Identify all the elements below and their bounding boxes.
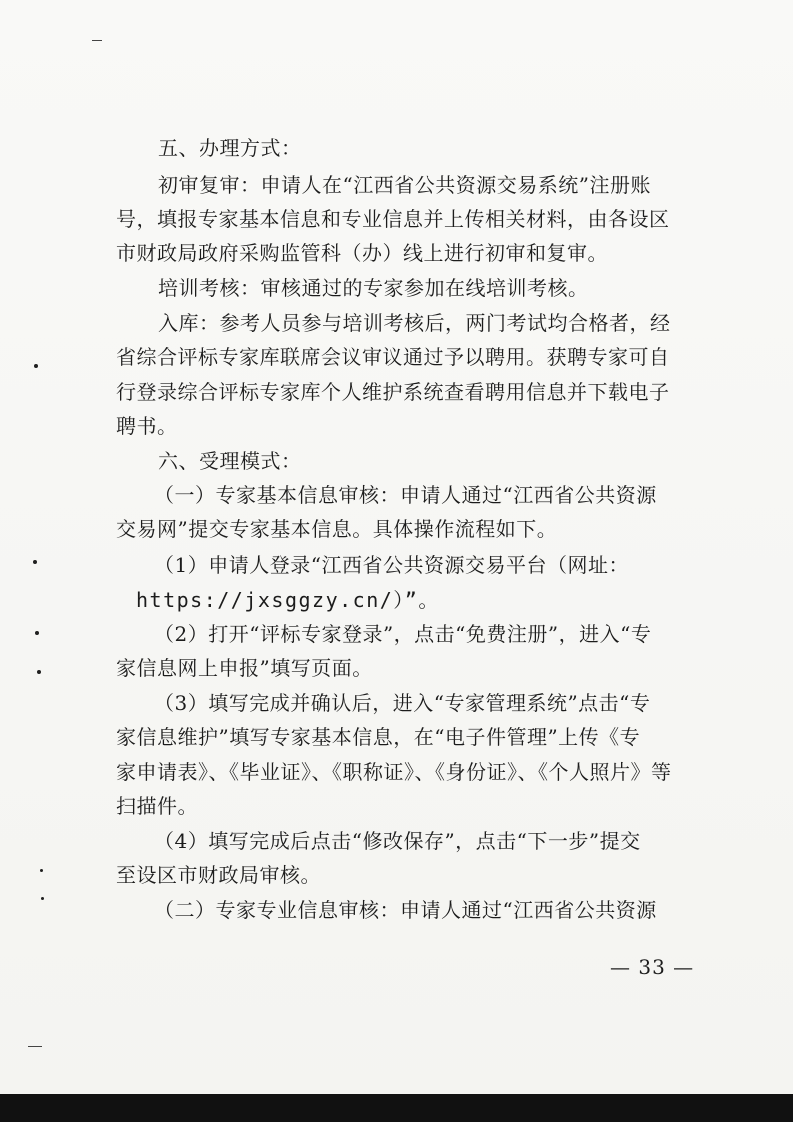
paragraph-line-9: （一）专家基本信息审核：申请人通过“江西省公共资源 <box>154 483 657 507</box>
scan-dot <box>37 670 41 674</box>
paragraph-line-11: （1）申请人登录“江西省公共资源交易平台（网址： <box>154 553 629 577</box>
scan-dot <box>33 560 37 564</box>
paragraph-line-7: 行登录综合评标专家库个人维护系统查看聘用信息并下载电子 <box>116 380 670 404</box>
paragraph-line-16: 家申请表》、《毕业证》、《职称证》、《身份证》、《个人照片》等 <box>116 760 672 784</box>
section-heading-six: 六、受理模式： <box>158 449 302 473</box>
paragraph-line-18: （4）填写完成后点击“修改保存”，点击“下一步”提交 <box>154 829 641 853</box>
scan-dot <box>40 869 43 872</box>
url-line: https://jxsggzy.cn/）”。 <box>136 588 440 612</box>
paragraph-line-10: 交易网”提交专家基本信息。具体操作流程如下。 <box>116 517 558 541</box>
section-heading-five: 五、办理方式： <box>158 136 302 160</box>
paragraph-line-5: 入库：参考人员参与培训考核后，两门考试均合格者，经 <box>158 311 671 335</box>
paragraph-line-15: 家信息维护”填写专家基本信息，在“电子件管理”上传《专 <box>116 725 641 749</box>
paragraph-line-6: 省综合评标专家库联席会议审议通过予以聘用。获聘专家可自 <box>116 345 670 369</box>
paragraph-line-17: 扫描件。 <box>116 794 198 818</box>
page-number: — 33 — <box>610 955 695 979</box>
paragraph-line-2: 号，填报专家基本信息和专业信息并上传相关材料，由各设区 <box>116 207 670 231</box>
paragraph-line-3: 市财政局政府采购监管科（办）线上进行初审和复审。 <box>116 241 608 265</box>
paragraph-line-14: （3）填写完成并确认后，进入“专家管理系统”点击“专 <box>154 691 651 715</box>
paragraph-line-12: （2）打开“评标专家登录”，点击“免费注册”，进入“专 <box>154 622 652 646</box>
scan-dot <box>34 364 38 368</box>
scan-mark <box>28 1046 42 1047</box>
paragraph-line-20: （二）专家专业信息审核：申请人通过“江西省公共资源 <box>154 898 657 922</box>
paragraph-line-13: 家信息网上申报”填写页面。 <box>116 656 373 680</box>
paragraph-line-1: 初审复审：申请人在“江西省公共资源交易系统”注册账 <box>158 173 651 197</box>
scan-mark <box>92 40 102 41</box>
scan-border <box>0 1094 793 1122</box>
paragraph-line-4: 培训考核：审核通过的专家参加在线培训考核。 <box>158 276 589 300</box>
paragraph-line-19: 至设区市财政局审核。 <box>116 863 321 887</box>
scan-dot <box>41 897 44 900</box>
scan-dot <box>35 631 39 635</box>
paragraph-line-8: 聘书。 <box>116 414 178 438</box>
